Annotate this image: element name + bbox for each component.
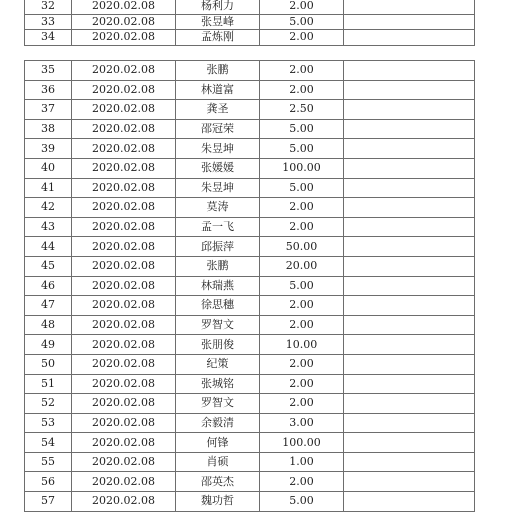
table-row [25,237,475,257]
cell-amount: 100.00 [260,158,344,178]
cell-note [344,198,475,218]
cell-note [344,276,475,296]
cell-note [344,452,475,472]
cell-amount: 5.00 [260,492,344,512]
cell-name: 张昱峰 [176,14,260,30]
cell-note [344,413,475,433]
cell-date: 2020.02.08 [72,472,176,492]
cell-date: 2020.02.08 [72,433,176,453]
cell-note [344,472,475,492]
cell-number: 45 [25,256,72,276]
cell-note [344,374,475,394]
cell-number: 54 [25,433,72,453]
cell-name: 余毅清 [176,413,260,433]
cell-name: 张鹏 [176,256,260,276]
cell-amount: 2.00 [260,296,344,316]
cell-name: 邵英杰 [176,472,260,492]
table-row [25,433,475,453]
cell-note [344,139,475,159]
cell-note [344,100,475,120]
table-row [25,394,475,414]
cell-amount: 100.00 [260,433,344,453]
cell-date: 2020.02.08 [72,394,176,414]
table-row [25,119,475,139]
cell-name: 孟一飞 [176,217,260,237]
cell-note [344,335,475,355]
cell-name: 魏功哲 [176,492,260,512]
cell-date: 2020.02.08 [72,119,176,139]
cell-amount: 5.00 [260,14,344,30]
cell-number: 56 [25,472,72,492]
table-row [25,30,475,46]
cell-note [344,158,475,178]
cell-amount: 2.00 [260,30,344,46]
cell-number: 47 [25,296,72,316]
cell-amount: 50.00 [260,237,344,257]
cell-note [344,0,475,14]
cell-date: 2020.02.08 [72,256,176,276]
cell-note [344,30,475,46]
cell-amount: 5.00 [260,119,344,139]
cell-date: 2020.02.08 [72,100,176,120]
cell-date: 2020.02.08 [72,315,176,335]
cell-number: 57 [25,492,72,512]
cell-number: 39 [25,139,72,159]
cell-number: 36 [25,80,72,100]
current-page [0,60,520,512]
table-row [25,354,475,374]
cell-note [344,256,475,276]
cell-number: 52 [25,394,72,414]
cell-name: 林瑞燕 [176,276,260,296]
cell-date: 2020.02.08 [72,452,176,472]
cell-amount: 2.00 [260,315,344,335]
cell-amount: 3.00 [260,413,344,433]
table-row [25,315,475,335]
table-body [25,61,475,512]
cell-name: 邵冠荣 [176,119,260,139]
cell-number: 32 [25,0,72,14]
cell-name: 朱昱坤 [176,178,260,198]
cell-amount: 10.00 [260,335,344,355]
cell-number: 41 [25,178,72,198]
table-row [25,61,475,81]
cell-name: 邱振萍 [176,237,260,257]
cell-date: 2020.02.08 [72,178,176,198]
cell-name: 何锋 [176,433,260,453]
cell-note [344,315,475,335]
table-row [25,14,475,30]
cell-note [344,178,475,198]
cell-amount: 2.00 [260,374,344,394]
cell-note [344,354,475,374]
cell-date: 2020.02.08 [72,374,176,394]
cell-number: 38 [25,119,72,139]
cell-number: 40 [25,158,72,178]
cell-name: 张朋俊 [176,335,260,355]
cell-number: 43 [25,217,72,237]
table-body [25,0,475,45]
cell-amount: 20.00 [260,256,344,276]
cell-note [344,296,475,316]
cell-name: 徐思穗 [176,296,260,316]
table-row [25,413,475,433]
cell-number: 53 [25,413,72,433]
cell-amount: 2.00 [260,80,344,100]
cell-date: 2020.02.08 [72,30,176,46]
cell-name: 杨利力 [176,0,260,14]
cell-note [344,492,475,512]
cell-date: 2020.02.08 [72,492,176,512]
cell-name: 莫涛 [176,198,260,218]
cell-date: 2020.02.08 [72,61,176,81]
table-row [25,178,475,198]
cell-number: 46 [25,276,72,296]
cell-amount: 2.00 [260,217,344,237]
cell-name: 纪策 [176,354,260,374]
table-row [25,139,475,159]
table-row [25,335,475,355]
cell-amount: 2.00 [260,394,344,414]
cell-date: 2020.02.08 [72,198,176,218]
cell-amount: 1.00 [260,452,344,472]
cell-number: 33 [25,14,72,30]
table-row [25,492,475,512]
cell-note [344,394,475,414]
cell-note [344,237,475,257]
cell-amount: 5.00 [260,139,344,159]
cell-name: 罗智文 [176,315,260,335]
cell-amount: 2.00 [260,354,344,374]
cell-date: 2020.02.08 [72,335,176,355]
cell-date: 2020.02.08 [72,158,176,178]
cell-name: 朱昱坤 [176,139,260,159]
table-row [25,296,475,316]
cell-name: 龚圣 [176,100,260,120]
table-row [25,452,475,472]
cell-date: 2020.02.08 [72,413,176,433]
cell-amount: 2.50 [260,100,344,120]
cell-amount: 2.00 [260,61,344,81]
cell-number: 44 [25,237,72,257]
cell-amount: 2.00 [260,198,344,218]
cell-date: 2020.02.08 [72,14,176,30]
table-row [25,374,475,394]
table-row [25,100,475,120]
cell-date: 2020.02.08 [72,296,176,316]
cell-note [344,61,475,81]
cell-date: 2020.02.08 [72,139,176,159]
cell-date: 2020.02.08 [72,80,176,100]
cell-date: 2020.02.08 [72,237,176,257]
cell-amount: 2.00 [260,0,344,14]
cell-number: 50 [25,354,72,374]
cell-date: 2020.02.08 [72,354,176,374]
table-row [25,256,475,276]
cell-note [344,433,475,453]
table-row [25,217,475,237]
cell-number: 55 [25,452,72,472]
cell-number: 51 [25,374,72,394]
table-row [25,472,475,492]
cell-name: 张媛媛 [176,158,260,178]
cell-note [344,119,475,139]
cell-number: 35 [25,61,72,81]
cell-name: 孟炼刚 [176,30,260,46]
donation-table-top [24,0,475,46]
cell-amount: 5.00 [260,276,344,296]
cell-number: 48 [25,315,72,335]
cell-amount: 2.00 [260,472,344,492]
cell-name: 张鹏 [176,61,260,81]
cell-name: 肖硕 [176,452,260,472]
table-row [25,158,475,178]
cell-number: 42 [25,198,72,218]
cell-note [344,14,475,30]
table-row [25,198,475,218]
cell-amount: 5.00 [260,178,344,198]
cell-note [344,80,475,100]
cell-date: 2020.02.08 [72,0,176,14]
cell-name: 罗智文 [176,394,260,414]
cell-date: 2020.02.08 [72,217,176,237]
cell-number: 34 [25,30,72,46]
donation-table [24,60,475,512]
table-row [25,0,475,14]
cell-name: 张城铭 [176,374,260,394]
cell-note [344,217,475,237]
cell-number: 37 [25,100,72,120]
cell-name: 林道富 [176,80,260,100]
page-gap [0,47,520,60]
cell-number: 49 [25,335,72,355]
previous-page-fragment [0,0,520,47]
table-row [25,276,475,296]
cell-date: 2020.02.08 [72,276,176,296]
table-row [25,80,475,100]
